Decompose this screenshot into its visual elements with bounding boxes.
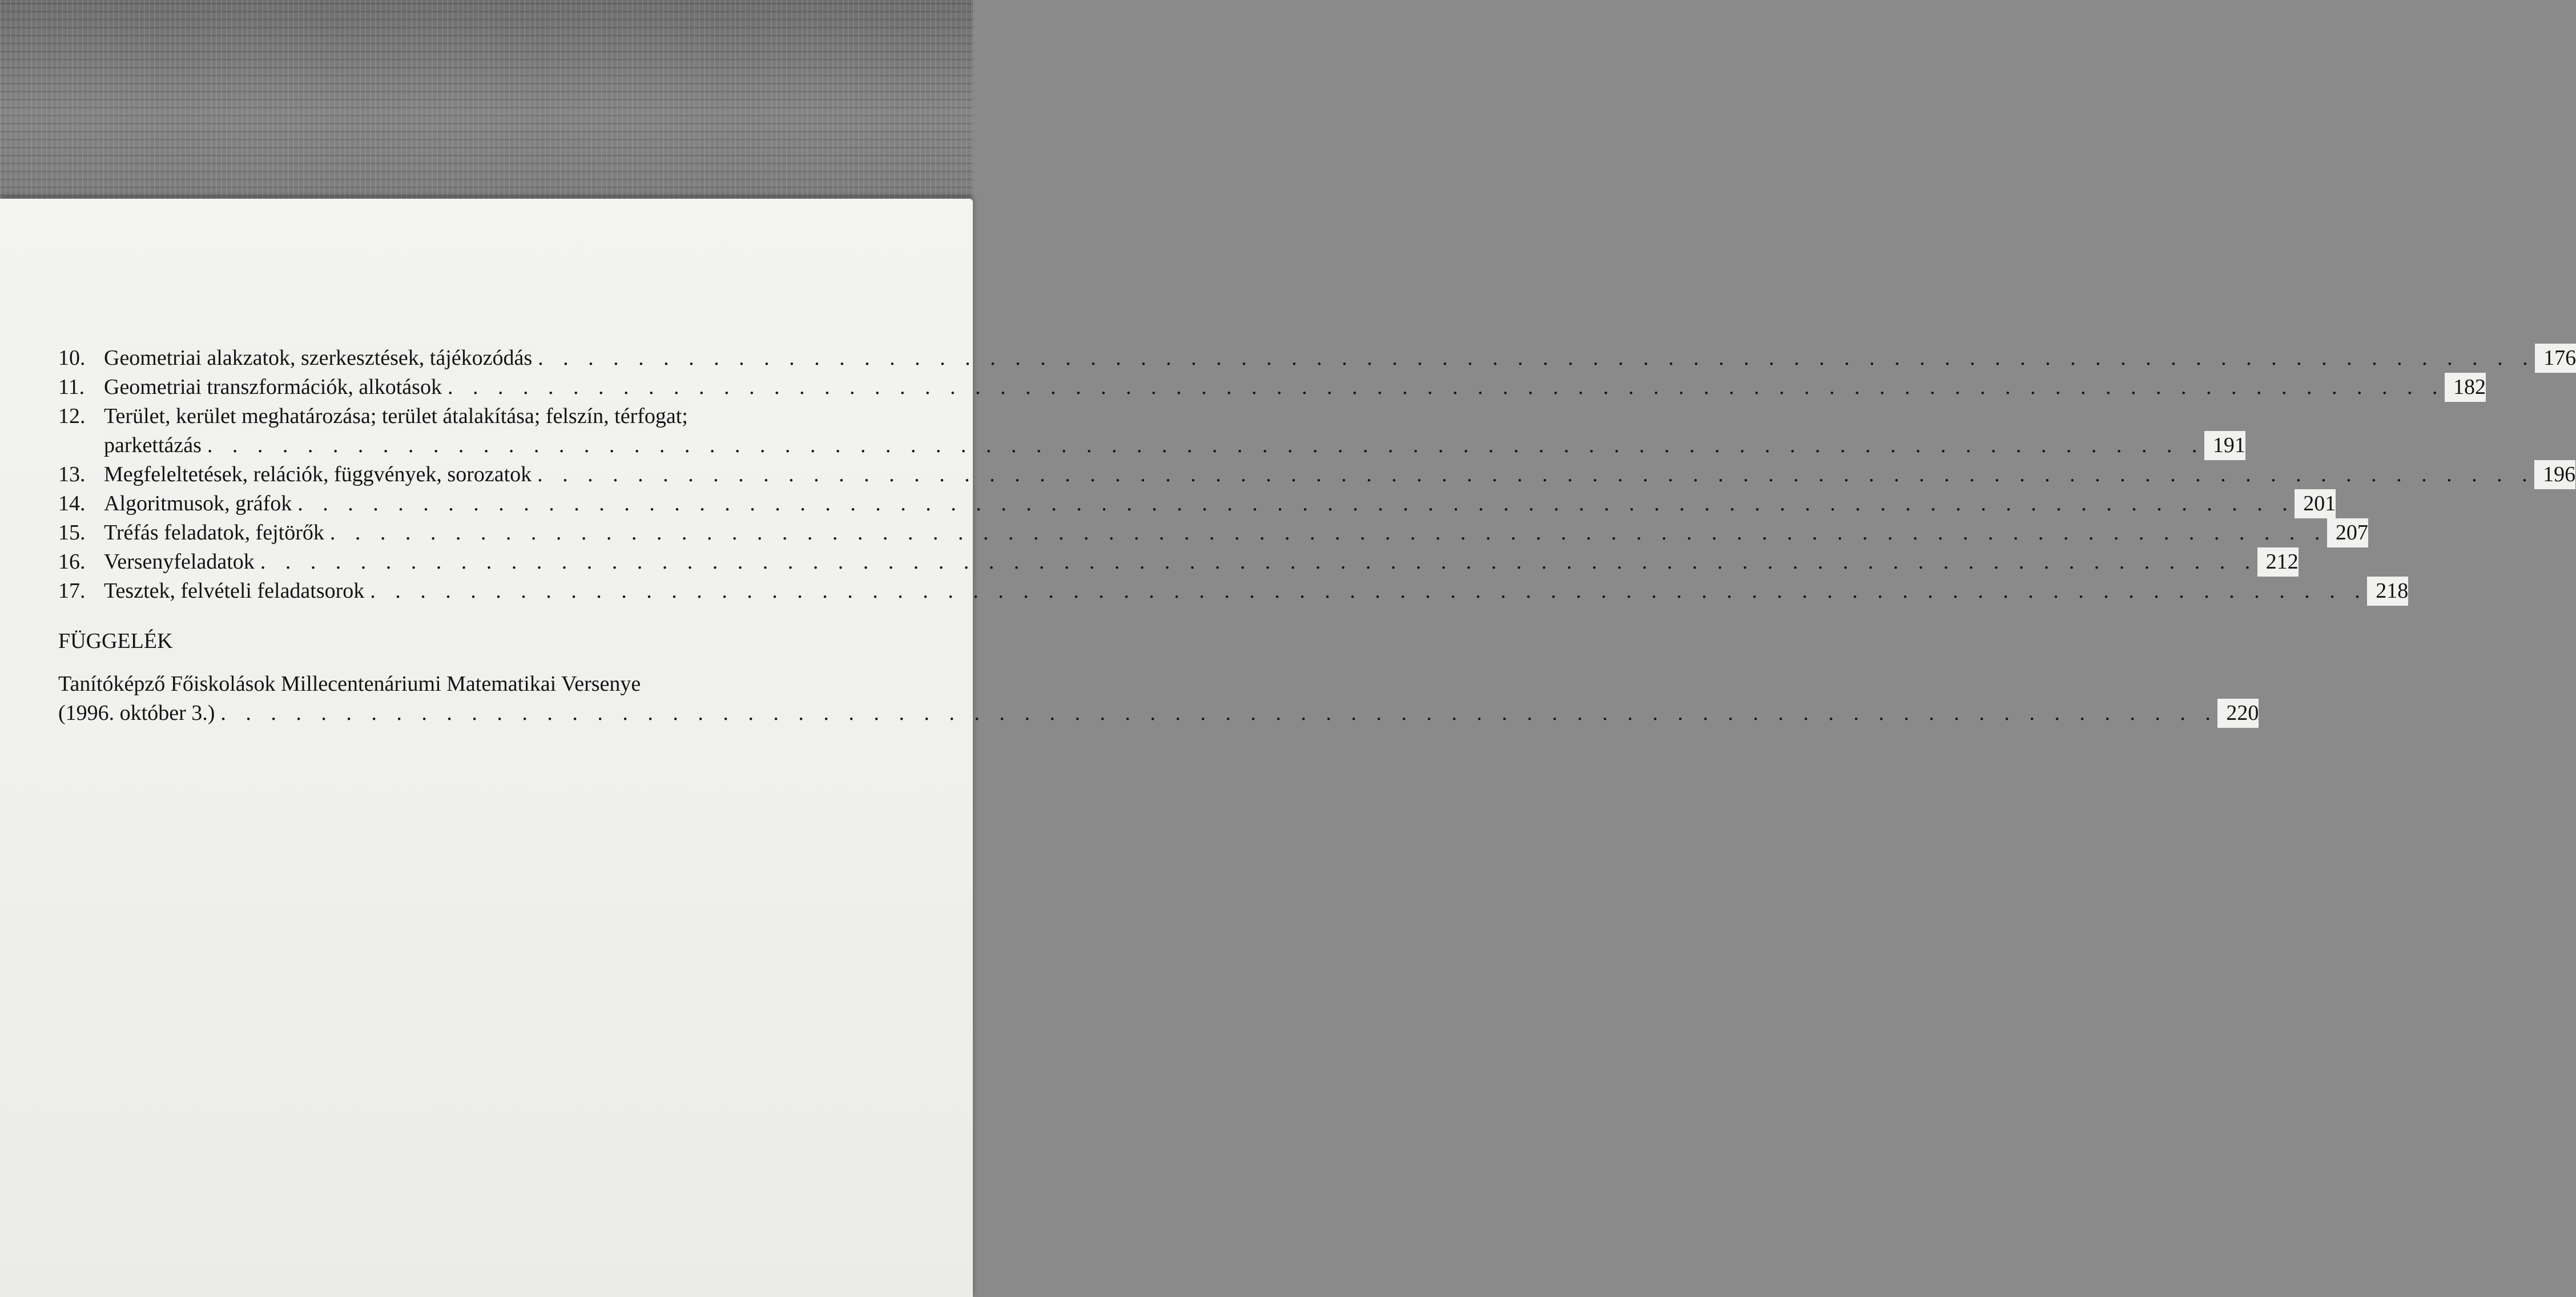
toc-number: 11. <box>58 375 85 399</box>
toc-entry-16 <box>58 547 2299 577</box>
toc-number: 15. <box>58 521 86 545</box>
toc-number: 14. <box>58 492 86 515</box>
toc-number: 17. <box>58 579 86 603</box>
dot-leader: . . . . . . . . . . . . . . . . . . . . . . . . . . . . . . . . . . . . . . . . . . . . . . . . . . . . . . . . . . . . . . . . . . . . . . . . . . . . . . . . <box>370 579 2368 603</box>
toc-page-number: 201 <box>2295 489 2336 518</box>
dot-leader: . . . . . . . . . . . . . . . . . . . . . . . . . . . . . . . . . . . . . . . . . . . . . . . . . . . . . . . . . . . . . . . . . . . . . . . . . . . . . . . . <box>329 521 2327 545</box>
toc-page-number: 207 <box>2327 518 2368 547</box>
toc-entry-17 <box>58 577 2409 606</box>
table-of-contents <box>58 344 2576 728</box>
toc-title: Tesztek, felvételi feladatsorok <box>104 577 368 606</box>
toc-page-number: 196 <box>2534 460 2575 489</box>
toc-number: 10. <box>58 346 86 370</box>
dot-leader: . . . . . . . . . . . . . . . . . . . . . . . . . . . . . . . . . . . . . . . . . . . . . . . . . . . . . . . . . . . . . . . . . . . . . . . . . . . . . . . . <box>207 433 2204 457</box>
toc-title: Geometriai transzformációk, alkotások <box>104 373 445 402</box>
appendix-date: (1996. október 3.) <box>58 699 218 728</box>
toc-page-number: 218 <box>2367 577 2408 606</box>
toc-title: Terület, kerület meghatározása; terület átalakítása; felszín, térfogat; <box>104 402 691 431</box>
toc-title: Megfeleltetések, relációk, függvények, sorozatok <box>104 460 535 489</box>
dot-leader: . . . . . . . . . . . . . . . . . . . . . . . . . . . . . . . . . . . . . . . . . . . . . . . . . . . . . . . . . . . . . . . . . . . . . . . . . . . . . . . . <box>447 375 2445 399</box>
toc-page-number: 182 <box>2445 373 2486 402</box>
toc-page-number: 176 <box>2535 344 2576 373</box>
appendix-heading: FÜGGELÉK <box>58 629 173 653</box>
toc-title-continued: parkettázás <box>104 431 205 460</box>
toc-page-number: 212 <box>2257 547 2299 577</box>
toc-number: 13. <box>58 462 86 486</box>
toc-entry-14 <box>58 489 2336 518</box>
toc-entry-10 <box>58 344 2576 373</box>
toc-number: 12. <box>58 404 86 428</box>
fabric-background <box>0 0 973 228</box>
toc-entry-13 <box>58 460 2576 489</box>
dot-leader: . . . . . . . . . . . . . . . . . . . . . . . . . . . . . . . . . . . . . . . . . . . . . . . . . . . . . . . . . . . . . . . . . . . . . . . . . . . . . . . . <box>297 492 2295 515</box>
toc-title: Geometriai alakzatok, szerkesztések, tájékozódás <box>104 344 536 373</box>
appendix-title: Tanítóképző Főiskolások Millecentenáriumi Matematikai Versenye <box>58 672 641 696</box>
toc-number: 16. <box>58 550 86 574</box>
dot-leader: . . . . . . . . . . . . . . . . . . . . . . . . . . . . . . . . . . . . . . . . . . . . . . . . . . . . . . . . . . . . . . . . . . . . . . . . . . . . . . . . <box>537 462 2535 486</box>
toc-entry-11 <box>58 373 2486 402</box>
toc-page-number: 220 <box>2217 699 2259 728</box>
dot-leader: . . . . . . . . . . . . . . . . . . . . . . . . . . . . . . . . . . . . . . . . . . . . . . . . . . . . . . . . . . . . . . . . . . . . . . . . . . . . . . . . <box>220 701 2218 725</box>
toc-title: Versenyfeladatok <box>104 547 258 577</box>
dot-leader: . . . . . . . . . . . . . . . . . . . . . . . . . . . . . . . . . . . . . . . . . . . . . . . . . . . . . . . . . . . . . . . . . . . . . . . . . . . . . . . . <box>538 346 2535 370</box>
appendix-entry <box>58 699 2259 728</box>
toc-title: Tréfás feladatok, fejtörők <box>104 518 328 547</box>
toc-title: Algoritmusok, gráfok <box>104 489 295 518</box>
toc-entry-12-continued <box>58 431 2245 460</box>
toc-entry-12 <box>58 402 931 431</box>
toc-page-number: 191 <box>2204 431 2245 460</box>
dot-leader: . . . . . . . . . . . . . . . . . . . . . . . . . . . . . . . . . . . . . . . . . . . . . . . . . . . . . . . . . . . . . . . . . . . . . . . . . . . . . . . . <box>260 550 2257 574</box>
toc-entry-15 <box>58 518 2368 547</box>
